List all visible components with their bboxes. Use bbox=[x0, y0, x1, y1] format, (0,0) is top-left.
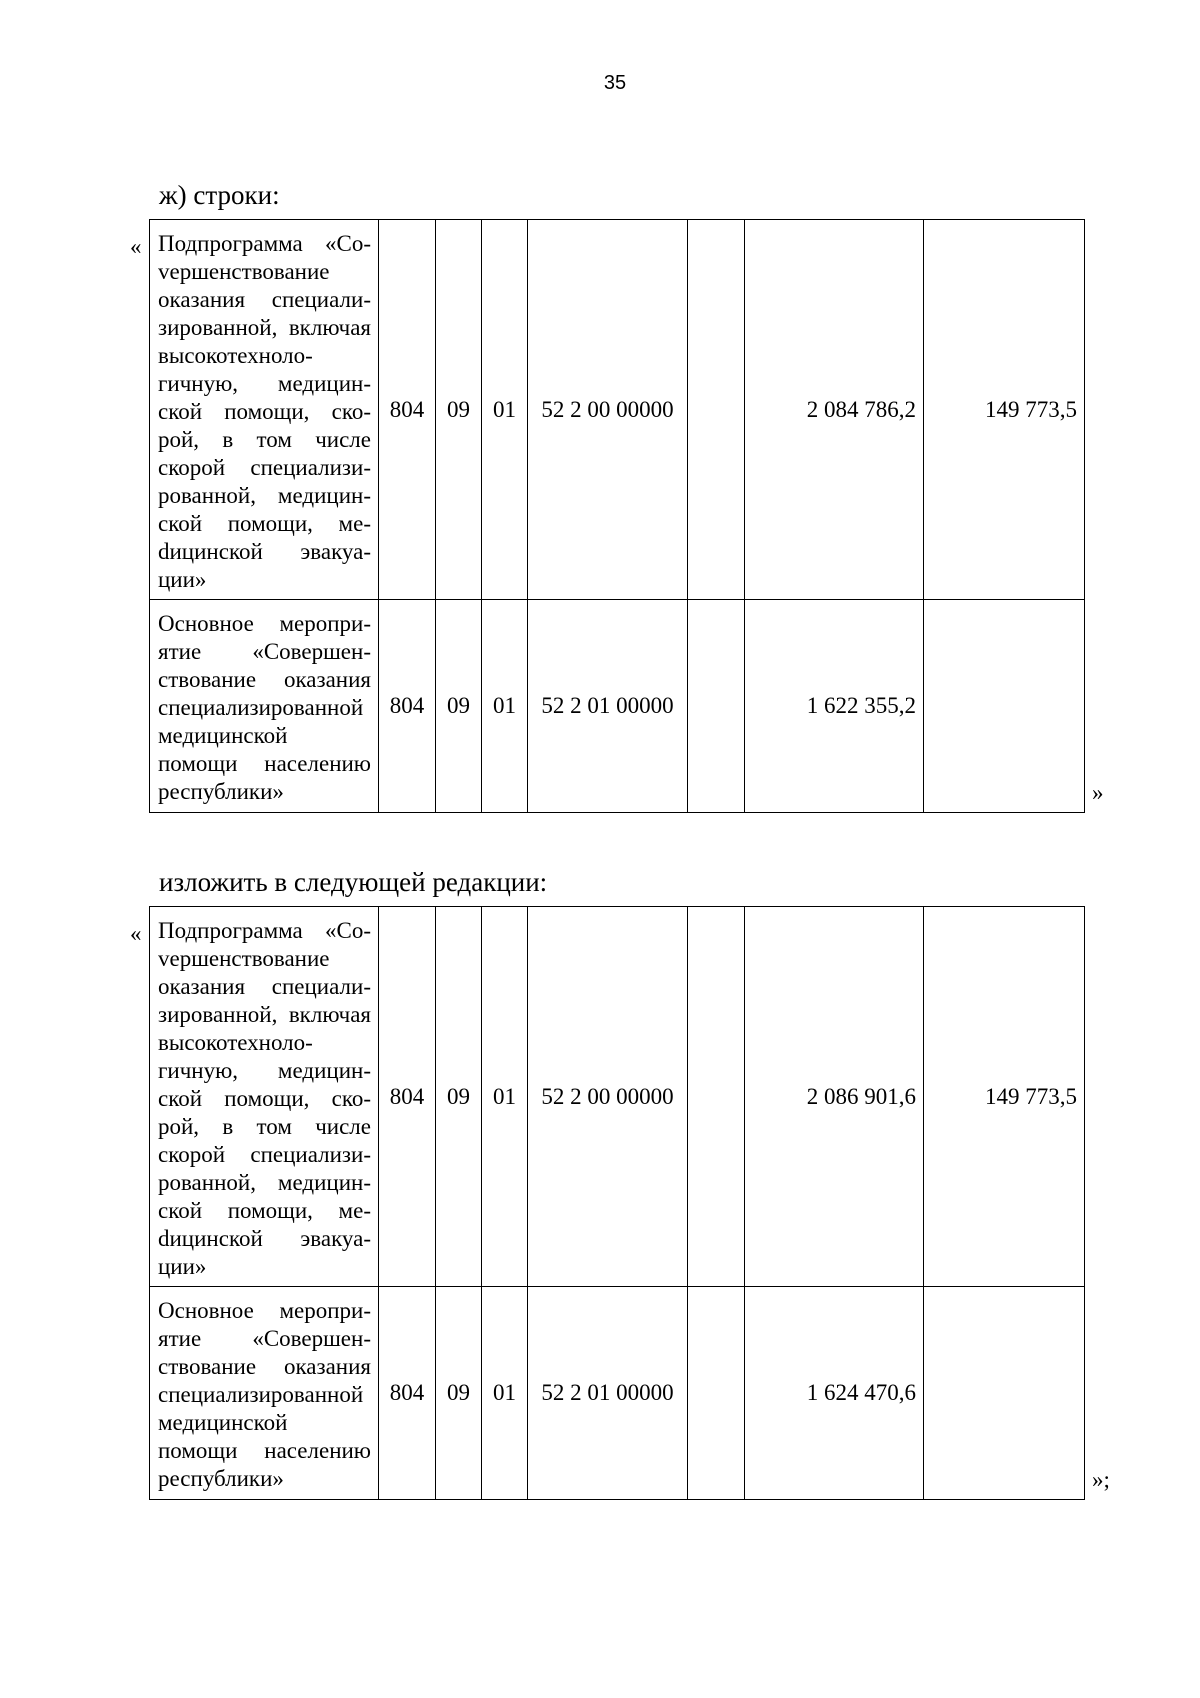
amount-cell: 1 624 470,6 bbox=[745, 1287, 924, 1500]
page-number: 35 bbox=[603, 72, 627, 94]
target-article-cell: 52 2 00 00000 bbox=[528, 220, 688, 600]
section-code-cell: 09 bbox=[436, 907, 482, 1287]
amount-cell: 2 084 786,2 bbox=[745, 220, 924, 600]
opening-quote: « bbox=[130, 921, 142, 946]
section-heading-old: ж) строки: bbox=[159, 180, 280, 210]
row-name-cell: Основное мероприятие «Совершенствование оказания специализированной медицинской помощи населению республики» bbox=[150, 1287, 379, 1500]
target-article-cell: 52 2 00 00000 bbox=[528, 907, 688, 1287]
table-row bbox=[150, 907, 1085, 1287]
subsection-code-cell: 01 bbox=[482, 220, 528, 600]
row-name-cell: Подпрограмма «Соvершенствование оказания специализированной, включая высокотехнологичную, медицинской помощи, скорой, в том числе скорой специализированной, медицинской помощи, меdицинской эвакуации» bbox=[150, 907, 379, 1287]
ministry-code-cell: 804 bbox=[379, 907, 436, 1287]
ministry-code-cell: 804 bbox=[379, 1287, 436, 1500]
new-rows-table-block bbox=[149, 906, 1084, 1500]
federal-amount-cell bbox=[924, 1287, 1085, 1500]
table-row bbox=[150, 600, 1085, 813]
budget-table-new bbox=[149, 906, 1085, 1500]
expense-type-cell bbox=[688, 600, 745, 813]
federal-amount-cell: 149 773,5 bbox=[924, 220, 1085, 600]
row-name-cell: Основное мероприятие «Совершенствование оказания специализированной медицинской помощи населению республики» bbox=[150, 600, 379, 813]
subsection-code-cell: 01 bbox=[482, 600, 528, 813]
section-code-cell: 09 bbox=[436, 220, 482, 600]
table-row bbox=[150, 1287, 1085, 1500]
closing-quote: » bbox=[1092, 780, 1104, 805]
amount-cell: 1 622 355,2 bbox=[745, 600, 924, 813]
ministry-code-cell: 804 bbox=[379, 600, 436, 813]
section-code-cell: 09 bbox=[436, 600, 482, 813]
closing-quote: »; bbox=[1092, 1467, 1110, 1492]
opening-quote: « bbox=[130, 234, 142, 259]
ministry-code-cell: 804 bbox=[379, 220, 436, 600]
target-article-cell: 52 2 01 00000 bbox=[528, 600, 688, 813]
federal-amount-cell bbox=[924, 600, 1085, 813]
table-row bbox=[150, 220, 1085, 600]
budget-table-old bbox=[149, 219, 1085, 813]
subsection-code-cell: 01 bbox=[482, 907, 528, 1287]
target-article-cell: 52 2 01 00000 bbox=[528, 1287, 688, 1500]
section-heading-new: изложить в следующей редакции: bbox=[159, 867, 548, 897]
old-rows-table-block bbox=[149, 219, 1084, 813]
amount-cell: 2 086 901,6 bbox=[745, 907, 924, 1287]
row-name-cell: Подпрограмма «Соvершенствование оказания специализированной, включая высокотехнологичную, медицинской помощи, скорой, в том числе скорой специализированной, медицинской помощи, меdицинской эвакуации» bbox=[150, 220, 379, 600]
subsection-code-cell: 01 bbox=[482, 1287, 528, 1500]
expense-type-cell bbox=[688, 220, 745, 600]
expense-type-cell bbox=[688, 1287, 745, 1500]
section-code-cell: 09 bbox=[436, 1287, 482, 1500]
federal-amount-cell: 149 773,5 bbox=[924, 907, 1085, 1287]
expense-type-cell bbox=[688, 907, 745, 1287]
